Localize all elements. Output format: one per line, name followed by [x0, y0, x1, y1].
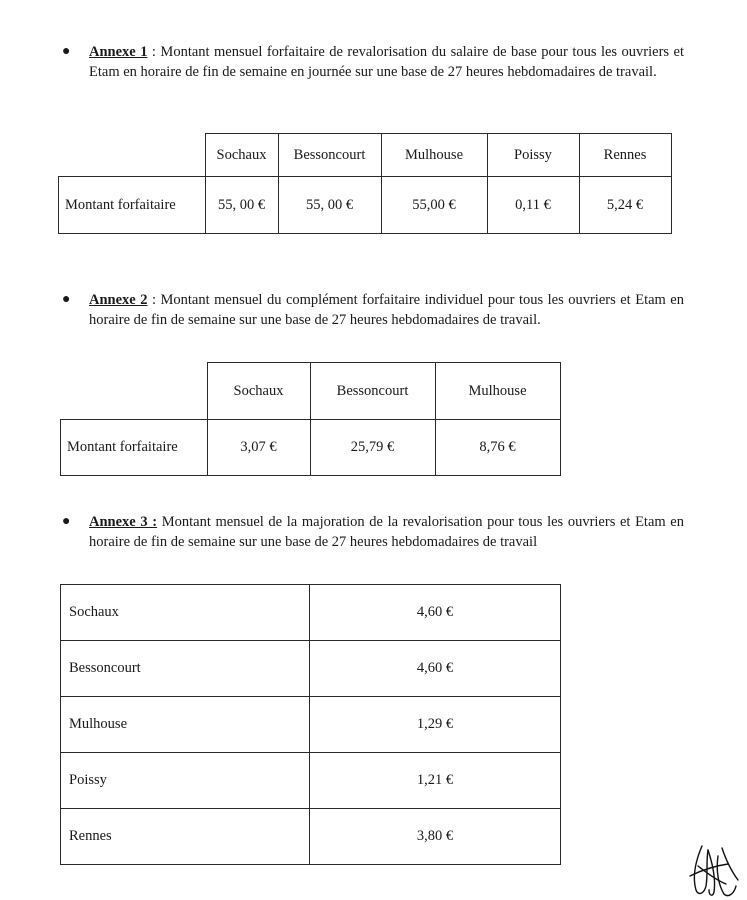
empty-corner-cell [59, 134, 206, 177]
annexe-3-row [61, 697, 561, 753]
annexe-3-label: Annexe 3 : [89, 514, 158, 530]
annexe-3-description: Montant mensuel de la majoration de la revalorisation pour tous les ouvriers et Etam en horaire de fin de semaine sur une base de 27 heures hebdomadaires de travail [89, 514, 684, 550]
bullet-icon: ● [62, 44, 71, 59]
annexe-2-description: : Montant mensuel du complément forfaitaire individuel pour tous les ouvriers et Etam en horaire de fin de semaine sur une base de 27 heures hebdomadaires de travail. [89, 292, 684, 328]
annexe-3-row [61, 809, 561, 865]
annexe-1-description: : Montant mensuel forfaitaire de revalorisation du salaire de base pour tous les ouvriers et Etam en horaire de fin de semaine en journée sur une base de 27 heures hebdomadaires de travail. [89, 44, 684, 80]
annexe-1-header-row [59, 134, 672, 177]
value-cell: 1,21 € [310, 753, 561, 809]
annexe-1-label: Annexe 1 [89, 44, 148, 60]
annexe-3-table [60, 584, 561, 865]
header-cell: Sochaux [207, 363, 310, 420]
value-cell: 5,24 € [579, 177, 671, 234]
header-cell: Bessoncourt [278, 134, 381, 177]
annexe-3-text [89, 512, 684, 552]
header-cell: Mulhouse [381, 134, 487, 177]
value-cell: 0,11 € [487, 177, 579, 234]
value-cell: 8,76 € [435, 420, 560, 476]
value-cell: 3,80 € [310, 809, 561, 865]
bullet-icon: ● [62, 514, 71, 529]
empty-corner-cell [61, 363, 208, 420]
bullet-icon: ● [62, 292, 71, 307]
annexe-3-row [61, 641, 561, 697]
annexe-2-header-row [61, 363, 561, 420]
value-cell: 55, 00 € [278, 177, 381, 234]
row-label-cell: Montant forfaitaire [61, 420, 208, 476]
annexe-2-data-row [61, 420, 561, 476]
value-cell: 4,60 € [310, 641, 561, 697]
annexe-1-paragraph [62, 42, 684, 82]
row-label-cell: Montant forfaitaire [59, 177, 206, 234]
annexe-1-data-row [59, 177, 672, 234]
site-cell: Rennes [61, 809, 310, 865]
annexe-2-label: Annexe 2 [89, 292, 148, 308]
value-cell: 55, 00 € [205, 177, 278, 234]
header-cell: Bessoncourt [310, 363, 435, 420]
value-cell: 25,79 € [310, 420, 435, 476]
site-cell: Poissy [61, 753, 310, 809]
site-cell: Sochaux [61, 585, 310, 641]
header-cell: Poissy [487, 134, 579, 177]
annexe-2-table [60, 362, 561, 476]
header-cell: Rennes [579, 134, 671, 177]
annexe-3-row [61, 585, 561, 641]
handwritten-signature [682, 836, 742, 900]
annexe-1-table [58, 133, 672, 234]
annexe-3-row [61, 753, 561, 809]
annexe-2-text [89, 290, 684, 330]
annexe-3-paragraph [62, 512, 684, 552]
annexe-1-text [89, 42, 684, 82]
header-cell: Mulhouse [435, 363, 560, 420]
value-cell: 1,29 € [310, 697, 561, 753]
annexe-2-paragraph [62, 290, 684, 330]
value-cell: 4,60 € [310, 585, 561, 641]
site-cell: Mulhouse [61, 697, 310, 753]
site-cell: Bessoncourt [61, 641, 310, 697]
value-cell: 55,00 € [381, 177, 487, 234]
header-cell: Sochaux [205, 134, 278, 177]
value-cell: 3,07 € [207, 420, 310, 476]
